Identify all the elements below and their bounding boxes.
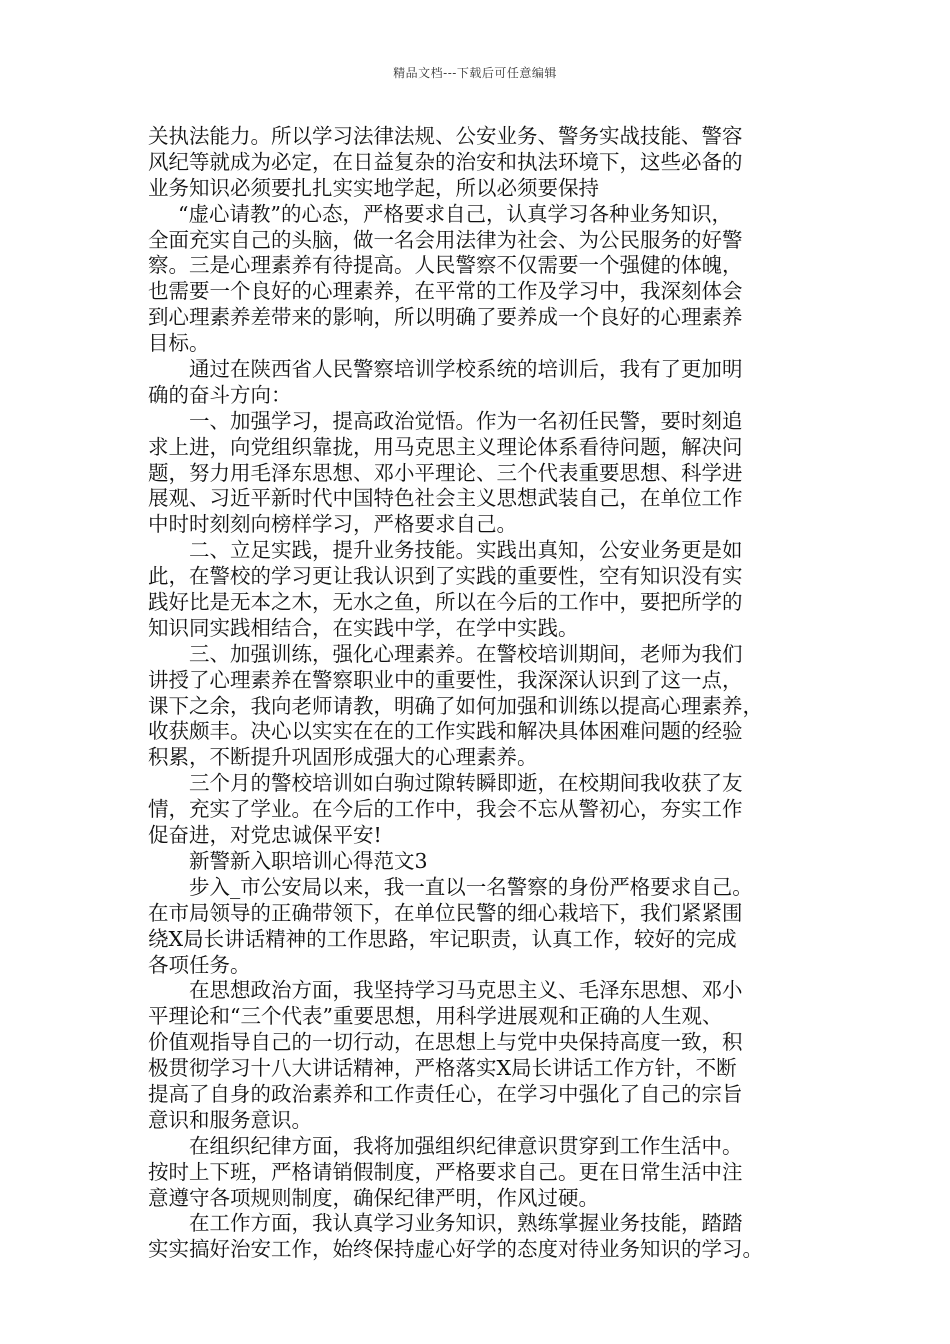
- text-line: 实实搞好治安工作，始终保持虚心好学的态度对待业务知识的学习。: [148, 1237, 763, 1262]
- text-line: 提高了自身的政治素养和工作责任心，在学习中强化了自己的宗旨: [148, 1081, 743, 1106]
- text-line: 步入_市公安局以来，我一直以一名警察的身份严格要求自己。: [189, 874, 753, 899]
- text-line: 绕X局长讲话精神的工作思路，牢记职责，认真工作，较好的完成: [148, 926, 737, 951]
- document-body: [148, 124, 838, 1263]
- text-line: 价值观指导自己的一切行动，在思想上与党中央保持高度一致，积: [148, 1030, 743, 1055]
- text-line: 在工作方面，我认真学习业务知识，熟练掌握业务技能，踏踏: [189, 1211, 743, 1236]
- text-line: 全面充实自己的头脑，做一名会用法律为社会、为公民服务的好警: [148, 227, 743, 252]
- text-line: 二、立足实践，提升业务技能。实践出真知，公安业务更是如: [189, 538, 743, 563]
- text-line: 此，在警校的学习更让我认识到了实践的重要性，空有知识没有实: [148, 564, 743, 589]
- text-line: 业务知识必须要扎扎实实地学起，所以必须要保持: [148, 175, 599, 200]
- text-line: 按时上下班，严格请销假制度，严格要求自己。更在日常生活中注: [148, 1159, 743, 1184]
- text-line: 课下之余，我向老师请教，明确了如何加强和训练以提高心理素养，: [148, 693, 763, 718]
- text-line: 风纪等就成为必定，在日益复杂的治安和执法环境下，这些必备的: [148, 149, 743, 174]
- text-line: 一、加强学习，提高政治觉悟。作为一名初任民警，要时刻追: [189, 408, 743, 433]
- text-line: 意遵守各项规则制度，确保纪律严明，作风过硬。: [148, 1185, 599, 1210]
- text-line: 在思想政治方面，我坚持学习马克思主义、毛泽东思想、邓小: [189, 978, 743, 1003]
- text-line: 展观、习近平新时代中国特色社会主义思想武装自己，在单位工作: [148, 486, 743, 511]
- text-line: 目标。: [148, 331, 210, 356]
- text-line: 中时时刻刻向榜样学习，严格要求自己。: [148, 512, 517, 537]
- text-line: 极贯彻学习十八大讲话精神，严格落实X局长讲话工作方针，不断: [148, 1056, 737, 1081]
- section-title: 新警新入职培训心得范文3: [189, 848, 428, 873]
- text-line: 三个月的警校培训如白驹过隙转瞬即逝，在校期间我收获了友: [189, 771, 743, 796]
- text-line: 确的奋斗方向：: [148, 382, 292, 407]
- text-line: 各项任务。: [148, 952, 251, 977]
- text-line: 讲授了心理素养在警察职业中的重要性，我深深认识到了这一点，: [148, 667, 743, 692]
- text-line: 知识同实践相结合，在实践中学，在学中实践。: [148, 615, 579, 640]
- text-line: 平理论和“三个代表”重要思想，用科学进展观和正确的人生观、: [148, 1004, 723, 1029]
- text-line: 在市局领导的正确带领下，在单位民警的细心栽培下，我们紧紧围: [148, 900, 743, 925]
- text-line: 关执法能力。所以学习法律法规、公安业务、警务实战技能、警容: [148, 124, 743, 148]
- text-line: 也需要一个良好的心理素养，在平常的工作及学习中，我深刻体会: [148, 279, 743, 304]
- text-line: “虚心请教”的心态，严格要求自己，认真学习各种业务知识，: [178, 201, 732, 226]
- text-line: 察。三是心理素养有待提高。人民警察不仅需要一个强健的体魄，: [148, 253, 743, 278]
- text-line: 三、加强训练，强化心理素养。在警校培训期间，老师为我们: [189, 641, 743, 666]
- text-line: 情，充实了学业。在今后的工作中，我会不忘从警初心，夯实工作: [148, 797, 743, 822]
- text-line: 收获颇丰。决心以实实在在的工作实践和解决具体困难问题的经验: [148, 719, 743, 744]
- page-header: 精品文档---下载后可任意编辑: [393, 66, 557, 80]
- text-line: 践好比是无本之木，无水之鱼，所以在今后的工作中，要把所学的: [148, 590, 743, 615]
- text-line: 意识和服务意识。: [148, 1107, 312, 1132]
- text-line: 题，努力用毛泽东思想、邓小平理论、三个代表重要思想、科学进: [148, 460, 743, 485]
- text-line: 到心理素养差带来的影响，所以明确了要养成一个良好的心理素养: [148, 305, 743, 330]
- text-line: 通过在陕西省人民警察培训学校系统的培训后，我有了更加明: [189, 357, 743, 382]
- text-line: 积累，不断提升巩固形成强大的心理素养。: [148, 745, 538, 770]
- text-line: 求上进，向党组织靠拢，用马克思主义理论体系看待问题，解决问: [148, 434, 743, 459]
- text-line: 促奋进，对党忠诚保平安!: [148, 823, 382, 848]
- text-line: 在组织纪律方面，我将加强组织纪律意识贯穿到工作生活中。: [189, 1133, 743, 1158]
